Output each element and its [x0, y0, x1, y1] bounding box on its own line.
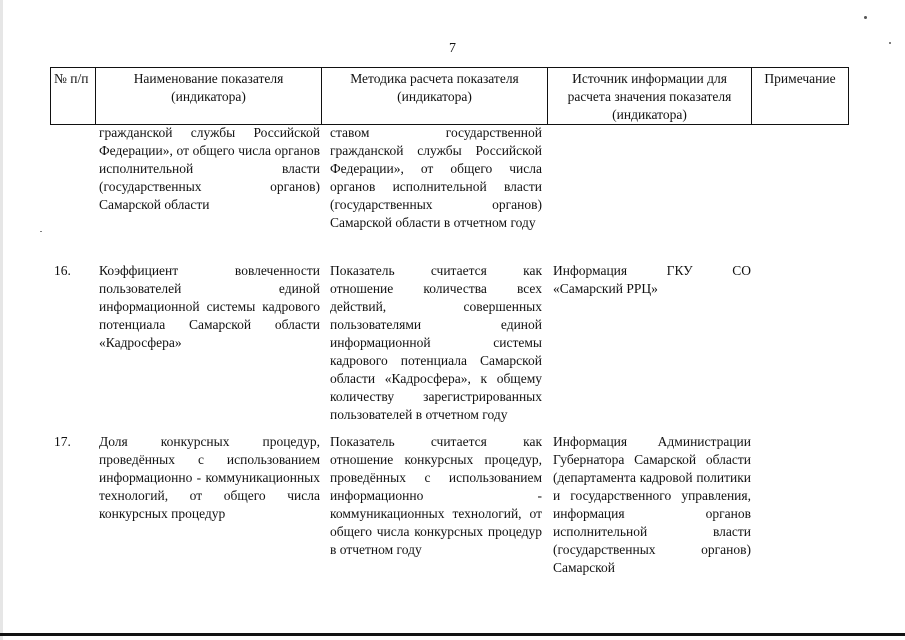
scan-speck [40, 231, 42, 232]
row-17-method: Показатель считается как отношение конкурсных процедур, проведённых с использованием информационно - коммуникационных технологий, от общего числа конкурсных процедур в отчетном году [330, 434, 542, 557]
header-method: Методика расчета показателя (индикатора) [322, 68, 548, 125]
page-bottom-border [0, 633, 905, 636]
row-17-name: Доля конкурсных процедур, проведённых с использованием информационно - коммуникационных технологий, от общего числа конкурсных процедур [99, 434, 320, 521]
header-name: Наименование показателя (индикатора) [96, 68, 322, 125]
scan-speck [864, 16, 867, 19]
row-16-source: Информация ГКУ СО «Самарский РРЦ» [553, 263, 751, 296]
row-17-source: Информация Администрации Губернатора Самарской области (департамента кадровой политики и государственного управления, информация органов исполнительной власти (государственных органов) Самарской [553, 434, 751, 575]
scan-edge [0, 0, 3, 640]
continuation-name: гражданской службы Российской Федерации», от общего числа органов исполнительной власти (государственных органов) Самарской области [99, 125, 320, 212]
row-17-num: 17. [54, 434, 71, 449]
table-header [50, 67, 849, 125]
header-note: Примечание [752, 68, 849, 125]
header-source: Источник информации для расчета значения показателя (индикатора) [548, 68, 752, 125]
row-16-name: Коэффициент вовлеченности пользователей единой информационной системы кадрового потенциала Самарской области «Кадросфера» [99, 263, 320, 350]
header-num: № п/п [51, 68, 96, 125]
row-16-method: Показатель считается как отношение количества всех действий, совершенных пользователями единой информационной системы кадрового потенциала Самарской области «Кадросфера», к общему количеству зарегистрированных пользователей в отчетном году [330, 263, 542, 422]
scan-speck [889, 42, 891, 44]
continuation-method: ставом государственной гражданской службы Российской Федерации», от общего числа органов исполнительной власти (государственных органов) Самарской области в отчетном году [330, 125, 542, 230]
row-16-num: 16. [54, 263, 71, 278]
page-number: 7 [449, 41, 456, 56]
